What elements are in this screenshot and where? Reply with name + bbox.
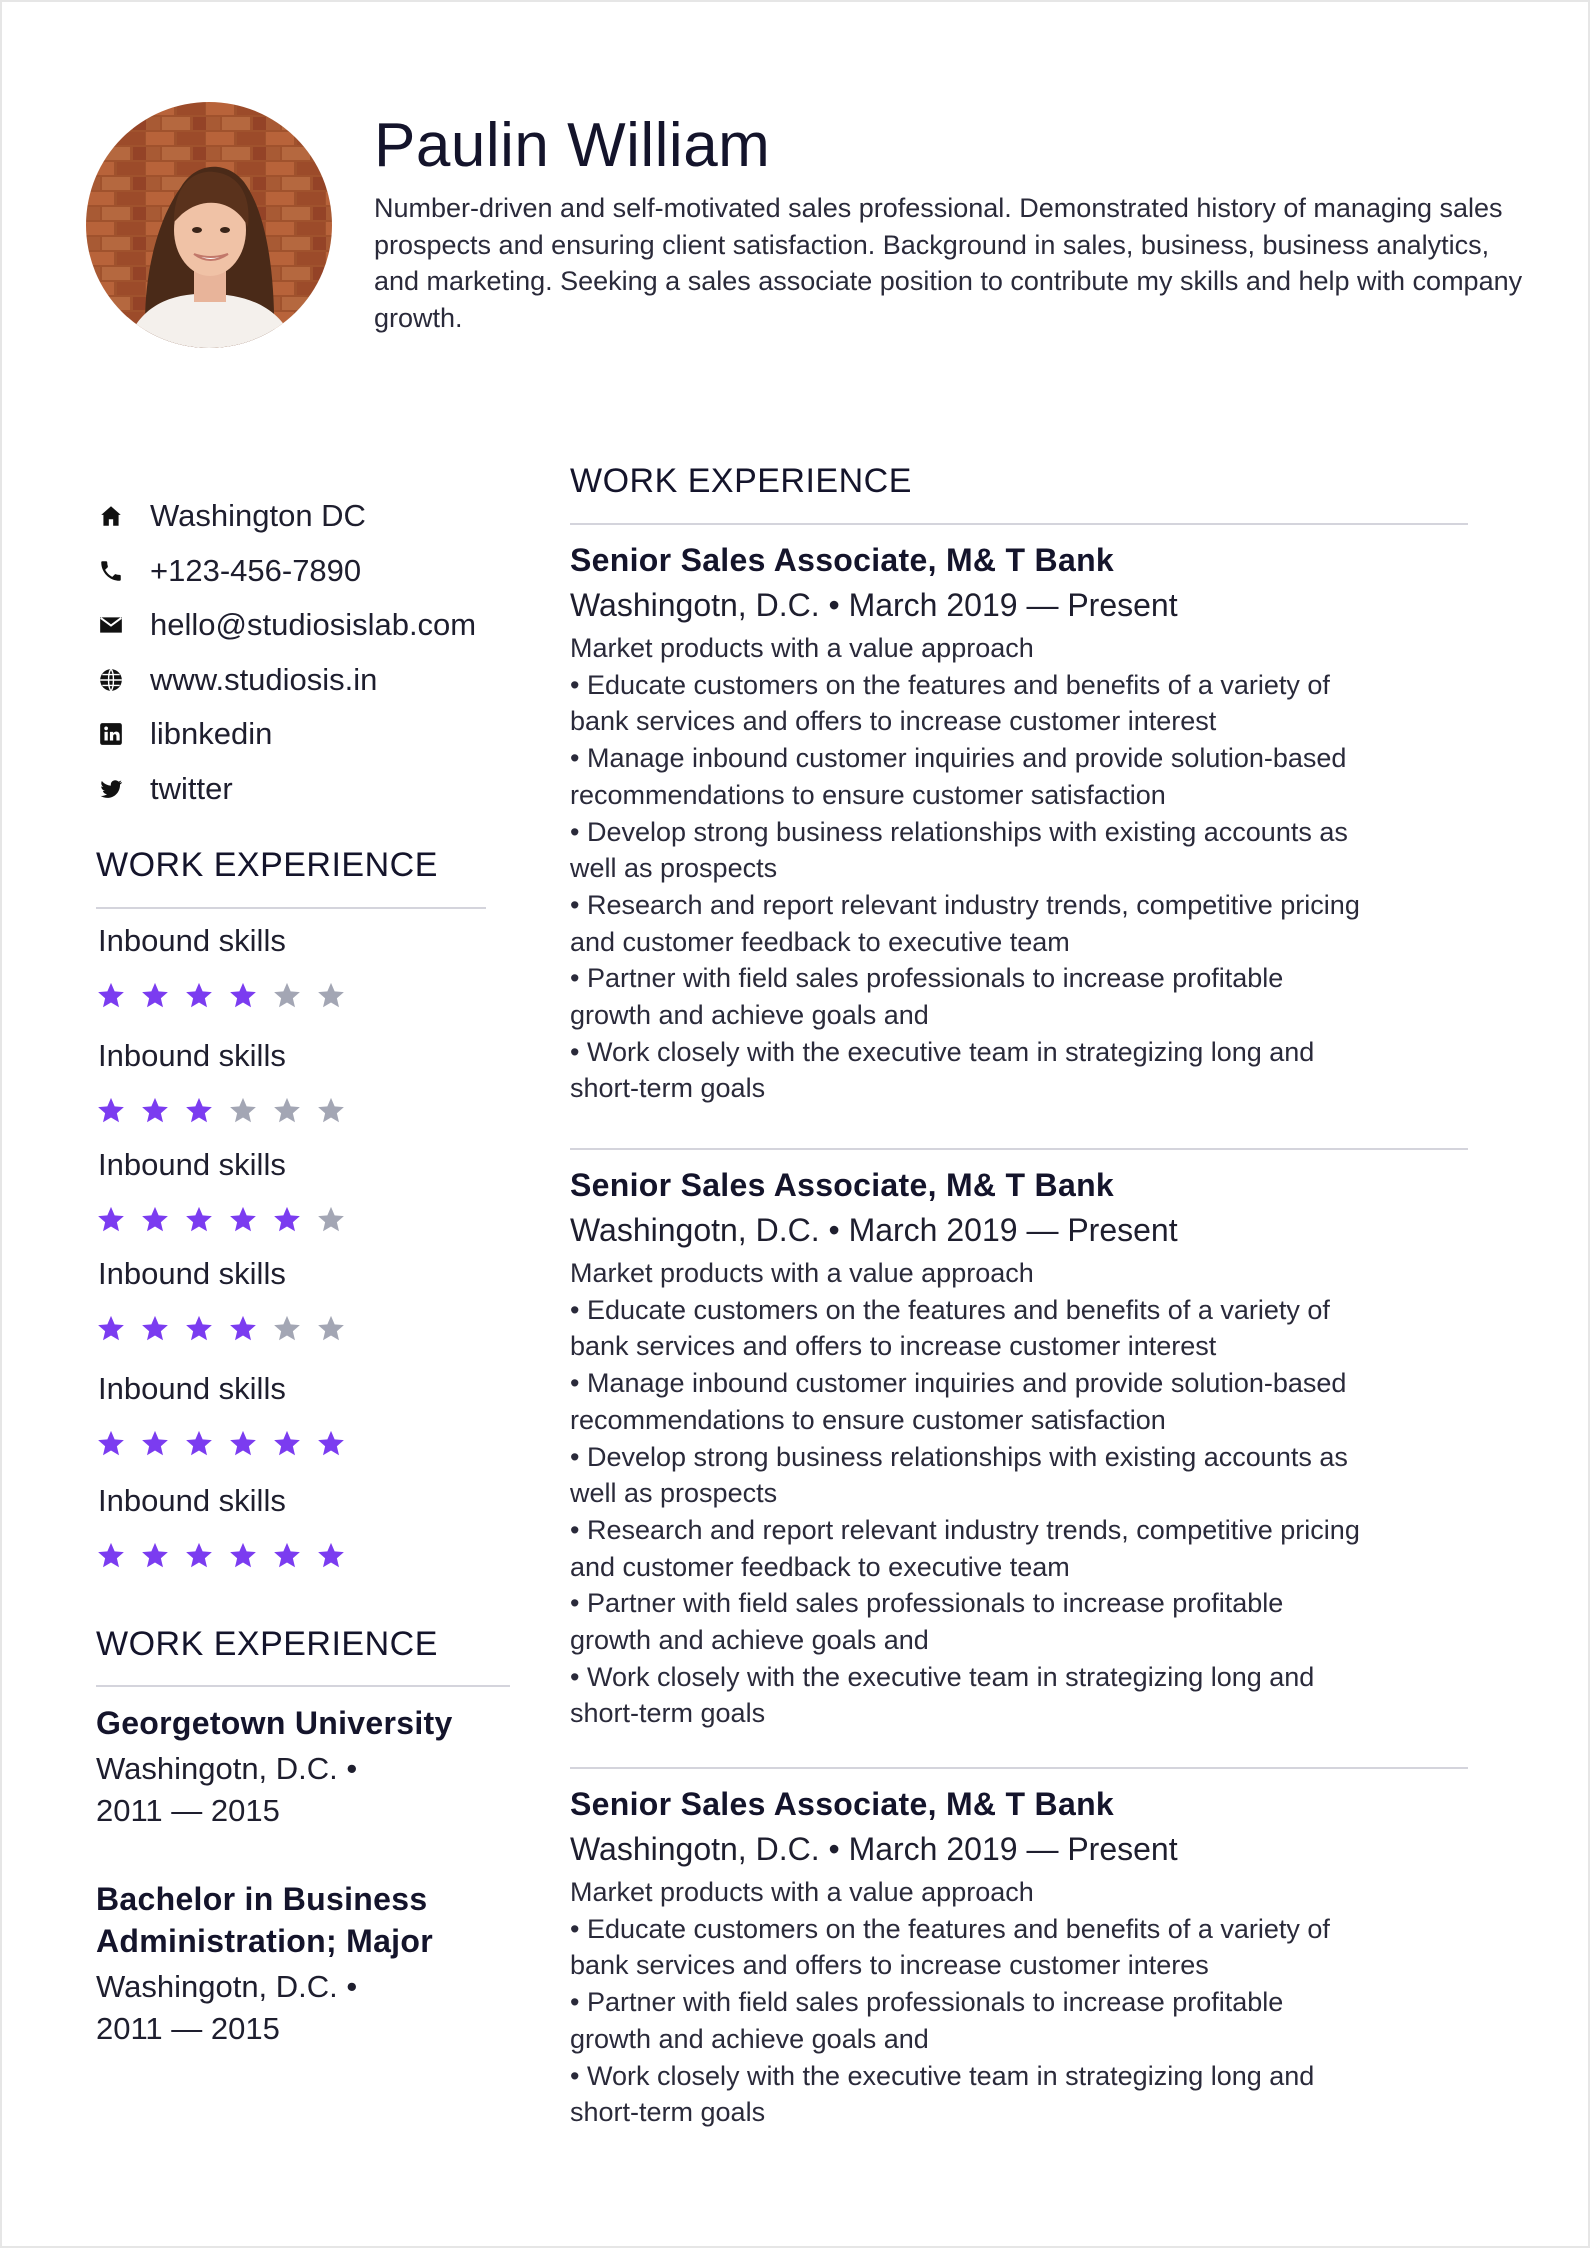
star-empty-icon [316,1205,346,1235]
skills-section-title: WORK EXPERIENCE [96,846,438,884]
linkedin-icon [96,719,126,749]
education-detail [96,1748,516,1832]
contact-address [96,489,536,544]
contact-linkedin[interactable] [96,707,536,762]
job-divider [570,1767,1468,1769]
education-section-divider [96,1685,510,1687]
skill-label: Inbound skills [98,1483,286,1518]
contact-email-text: hello@studiosislab.com [150,607,477,643]
job-meta: Washingotn, D.C. • March 2019 — Present [570,587,1178,623]
contact-email[interactable] [96,598,536,653]
job-description-line: well as prospects [570,1478,778,1509]
star-filled-icon [184,1541,214,1571]
star-empty-icon [316,981,346,1011]
job-description-line: growth and achieve goals and [570,1625,929,1656]
experience-section-divider [570,523,1468,525]
skill-label: Inbound skills [98,1256,286,1291]
job-description-line: recommendations to ensure customer satisfaction [570,1404,1166,1435]
job-description-line: • Research and report relevant industry trends, competitive pricing [570,1514,1360,1545]
star-filled-icon [96,1205,126,1235]
education-degree [96,1878,516,1962]
star-filled-icon [140,1429,170,1459]
education-item [96,1702,516,1832]
job-entry [570,1163,1530,1732]
star-empty-icon [272,1096,302,1126]
home-icon [96,501,126,531]
job-meta: Washingotn, D.C. • March 2019 — Present [570,1212,1178,1248]
star-filled-icon [96,1314,126,1344]
star-filled-icon [316,1429,346,1459]
contact-address-text: Washington DC [150,498,366,534]
job-description-line: bank services and offers to increase customer interes [570,1950,1209,1981]
job-description-line: well as prospects [570,853,778,884]
job-description-line: • Partner with field sales professionals to increase profitable [570,1987,1284,2018]
star-filled-icon [228,1314,258,1344]
job-description-line: • Educate customers on the features and benefits of a variety of [570,1294,1330,1325]
job-description-line: bank services and offers to increase customer interest [570,1331,1217,1362]
education-years: 2011 — 2015 [96,2011,280,2046]
education-school: Georgetown University [96,1705,453,1741]
skill-rating [96,981,360,1011]
job-title: Senior Sales Associate, M& T Bank [570,1786,1115,1822]
job-description [570,1874,1530,2131]
star-filled-icon [184,1205,214,1235]
profile-summary: Number-driven and self-motivated sales professional. Demonstrated history of managing sales prospects and ensuring client satisfaction. Background in sales, business, business analytics, and marketing. Seeking a sales associate position to contribute my skills and help with company growth. [374,193,1523,333]
job-description-line: short-term goals [570,2097,766,2128]
skill-rating [96,1205,360,1235]
job-description-line: Market products with a value approach [570,1877,1034,1907]
skill-rating [96,1541,360,1571]
education-detail [96,1966,516,2050]
profile-photo [86,102,332,348]
star-filled-icon [184,1429,214,1459]
education-location: Washingotn, D.C. • [96,1969,358,2004]
job-description [570,630,1530,1107]
star-filled-icon [140,1205,170,1235]
star-filled-icon [228,1541,258,1571]
education-years: 2011 — 2015 [96,1793,280,1828]
star-filled-icon [272,1205,302,1235]
contact-website[interactable] [96,653,536,708]
job-title: Senior Sales Associate, M& T Bank [570,1167,1115,1203]
education-location: Washingotn, D.C. • [96,1751,358,1786]
twitter-icon [96,774,126,804]
job-description-line: short-term goals [570,1698,766,1729]
job-description-line: • Research and report relevant industry trends, competitive pricing [570,889,1360,920]
contact-phone[interactable] [96,544,536,599]
job-description-line: • Partner with field sales professionals to increase profitable [570,963,1284,994]
job-description-line: • Develop strong business relationships with existing accounts as [570,816,1348,847]
star-filled-icon [140,1541,170,1571]
phone-icon [96,556,126,586]
job-description-line: • Educate customers on the features and benefits of a variety of [570,669,1330,700]
job-entry [570,1782,1530,2131]
job-description-line: • Educate customers on the features and benefits of a variety of [570,1913,1330,1944]
star-empty-icon [316,1096,346,1126]
education-section-title: WORK EXPERIENCE [96,1625,438,1663]
job-meta: Washingotn, D.C. • March 2019 — Present [570,1831,1178,1867]
star-filled-icon [96,1541,126,1571]
job-description-line: recommendations to ensure customer satisfaction [570,779,1166,810]
star-filled-icon [184,1096,214,1126]
star-empty-icon [228,1096,258,1126]
skill-label: Inbound skills [98,1038,286,1073]
star-filled-icon [228,1429,258,1459]
job-entry [570,538,1530,1107]
job-description-line: short-term goals [570,1073,766,1104]
job-description-line: • Manage inbound customer inquiries and provide solution-based [570,743,1347,774]
star-filled-icon [272,1429,302,1459]
star-filled-icon [184,1314,214,1344]
star-filled-icon [272,1541,302,1571]
job-description-line: • Work closely with the executive team in strategizing long and [570,1661,1315,1692]
job-description-line: • Develop strong business relationships with existing accounts as [570,1441,1348,1472]
job-description-line: Market products with a value approach [570,1258,1034,1288]
job-description [570,1255,1530,1732]
contact-website-text: www.studiosis.in [150,661,378,697]
job-description-line: • Work closely with the executive team in strategizing long and [570,1036,1315,1067]
star-filled-icon [228,981,258,1011]
job-description-line: • Partner with field sales professionals to increase profitable [570,1588,1284,1619]
skill-label: Inbound skills [98,1371,286,1406]
education-degree-line: Bachelor in Business [96,1881,428,1917]
education-degree-line: Administration; Major [96,1923,433,1959]
contact-twitter[interactable] [96,762,536,817]
job-divider [570,1148,1468,1150]
star-filled-icon [96,981,126,1011]
skills-section-divider [96,907,486,909]
star-filled-icon [140,981,170,1011]
star-filled-icon [140,1314,170,1344]
job-description-line: • Work closely with the executive team in strategizing long and [570,2060,1315,2091]
skill-rating [96,1429,360,1459]
star-filled-icon [316,1541,346,1571]
star-empty-icon [272,981,302,1011]
job-title: Senior Sales Associate, M& T Bank [570,542,1115,578]
contact-linkedin-text: libnkedin [150,716,273,752]
job-description-line: Market products with a value approach [570,633,1034,663]
star-filled-icon [96,1429,126,1459]
globe-icon [96,665,126,695]
experience-section-title: WORK EXPERIENCE [570,462,912,500]
star-empty-icon [272,1314,302,1344]
job-description-line: growth and achieve goals and [570,1000,929,1031]
star-filled-icon [140,1096,170,1126]
contact-list [96,489,536,816]
job-description-line: and customer feedback to executive team [570,926,1070,957]
star-empty-icon [316,1314,346,1344]
candidate-name: Paulin William [374,111,771,180]
profile-photo-illustration [86,102,332,348]
contact-twitter-text: twitter [150,770,233,806]
skill-label: Inbound skills [98,923,286,958]
skill-label: Inbound skills [98,1147,286,1182]
education-item [96,1878,516,2050]
skill-rating [96,1096,360,1126]
mail-icon [96,610,126,640]
job-description-line: and customer feedback to executive team [570,1551,1070,1582]
star-filled-icon [96,1096,126,1126]
star-filled-icon [228,1205,258,1235]
contact-phone-text: +123-456-7890 [150,552,362,588]
job-description-line: bank services and offers to increase customer interest [570,706,1217,737]
job-description-line: • Manage inbound customer inquiries and provide solution-based [570,1368,1347,1399]
skill-rating [96,1314,360,1344]
star-filled-icon [184,981,214,1011]
job-description-line: growth and achieve goals and [570,2023,929,2054]
